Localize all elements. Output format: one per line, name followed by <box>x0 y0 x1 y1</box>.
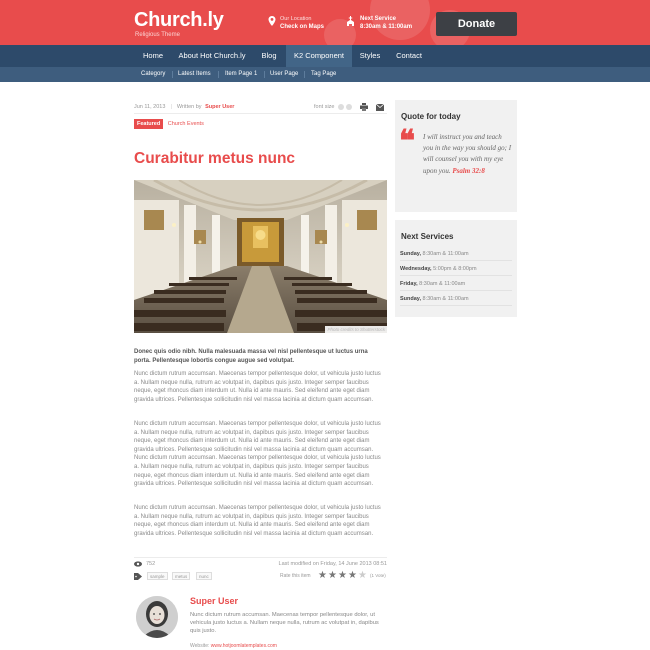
location-label: Our Location <box>280 16 312 22</box>
article-category-link[interactable]: Church Events <box>167 121 204 127</box>
nav-item-home[interactable]: Home <box>142 51 163 60</box>
subnav-divider <box>264 71 265 78</box>
email-icon[interactable] <box>376 104 384 111</box>
written-by-label: Written by <box>176 104 202 110</box>
rating-star-icon[interactable]: ★ <box>338 570 347 581</box>
service-day: Sunday, <box>400 251 421 257</box>
quote-text: I will instruct you and teach you in the way you should go; I will counsel you with my eye upon you. <box>423 133 512 175</box>
location-pin-icon <box>268 16 276 26</box>
nav-item-about[interactable]: About Hot Church.ly <box>178 51 246 60</box>
quote-text-block <box>423 132 513 177</box>
site-tagline: Religious Theme <box>135 32 180 38</box>
service-row <box>400 292 512 306</box>
service-time: 8:30am & 11:00am <box>422 251 469 257</box>
rating-star-icon[interactable]: ★ <box>328 570 337 581</box>
header-texture-decoration <box>0 0 650 45</box>
rate-label: Rate this item <box>280 573 311 579</box>
article-date: Jun 11, 2013 <box>134 104 166 110</box>
view-count: 752 <box>146 561 156 567</box>
article-meta-bar: Jun 11, 2013 | Written by Super User font size <box>134 100 387 114</box>
subnav-divider <box>304 71 305 78</box>
location-link[interactable]: Check on Maps <box>280 24 325 30</box>
subnav-item-item-page[interactable]: Item Page 1 <box>225 71 258 77</box>
nav-item-k2-component[interactable]: K2 Component <box>286 45 352 67</box>
print-icon[interactable] <box>360 103 368 111</box>
quote-reference: Psalm 32:8 <box>452 166 485 175</box>
tag-icon <box>134 573 142 580</box>
service-day: Sunday, <box>400 296 421 302</box>
subnav-item-category[interactable]: Category <box>141 71 166 77</box>
vote-count: (1 Vote) <box>370 573 386 578</box>
service-row <box>400 277 512 291</box>
subnav-item-tag-page[interactable]: Tag Page <box>311 71 337 77</box>
author-website <box>190 643 277 649</box>
article-paragraph-3: Nunc dictum rutrum accumsan. Maecenas tempor pellentesque dolor, ut vehicula justo luctus a. Nullam neque nulla, rutrum ac volutpat in, dapibus quis justo. Integer semper faucibus neque, eget rhoncus diam interdum ut. Nulla id ante mauris. Sed eleifend ante eget diam gravida ultrices. Pellentesque sollicitudin nisl vel massa lacinia at dictum quam accumsan. <box>134 505 381 537</box>
rating-star-icon[interactable]: ★ <box>348 570 357 581</box>
font-size-label: font size <box>314 104 335 110</box>
service-row <box>400 262 512 276</box>
next-service-info <box>360 15 412 31</box>
article-author-link[interactable]: Super User <box>205 104 235 110</box>
rating-star-icon[interactable]: ★ <box>318 570 327 581</box>
website-label: Website: <box>190 643 210 649</box>
rating-star-icon[interactable]: ★ <box>358 570 367 581</box>
article-paragraph-1: Nunc dictum rutrum accumsan. Maecenas tempor pellentesque dolor, ut vehicula justo luctus a. Nullam neque nulla, rutrum ac volutpat in, dapibus quis justo. Integer semper faucibus neque, eget rhoncus diam interdum ut. Nulla id ante mauris. Sed eleifend ante eget diam gravida ultrices. Pellentesque sollicitudin nisl vel massa lacinia at dictum quam accumsan. <box>134 371 381 403</box>
views-eye-icon <box>134 561 142 567</box>
nav-item-blog[interactable]: Blog <box>261 51 277 60</box>
subnav-item-latest-items[interactable]: Latest Items <box>178 71 211 77</box>
main-nav <box>0 45 650 67</box>
service-row <box>400 247 512 261</box>
service-time: 5:00pm & 8:00pm <box>433 266 477 272</box>
tag-chip[interactable]: metus <box>172 572 190 580</box>
article-title: Curabitur metus nunc <box>134 150 296 167</box>
next-services-widget <box>395 220 517 317</box>
featured-badge: Featured <box>134 119 163 129</box>
quote-widget <box>395 100 517 212</box>
nav-item-contact[interactable]: Contact <box>396 51 422 60</box>
tag-chip[interactable]: sample <box>147 572 168 580</box>
subnav-item-user-page[interactable]: User Page <box>270 71 299 77</box>
site-header <box>0 0 650 45</box>
service-day: Wednesday, <box>400 266 432 272</box>
service-time: 8:30am & 11:00am <box>422 296 469 302</box>
article-footer-meta <box>134 558 387 570</box>
next-service-label: Next Service <box>360 16 397 22</box>
photo-caption: Photo credits to Shutterstock <box>327 327 385 332</box>
subnav-divider <box>218 71 219 78</box>
article-paragraph-2: Nunc dictum rutrum accumsan. Maecenas tempor pellentesque dolor, ut vehicula justo luctus a. Nullam neque nulla, rutrum ac volutpat in, dapibus quis justo. Integer semper faucibus neque, eget rhoncus diam interdum ut. Nulla id ante mauris. Sed eleifend ante eget diam gravida ultrices. Pellentesque sollicitudin nisl vel massa lacinia at dictum quam accumsan. Nunc dictum rutrum accumsan. Maecenas tempor pellentesque dolor, ut vehicula justo luctus a. Nullam neque nulla, rutrum ac volutpat in, dapibus quis justo. Integer semper faucibus neque, eget rhoncus diam interdum ut. Nulla id ante mauris. Sed eleifend ante eget diam gravida ultrices. Pellentesque sollicitudin nisl vel massa lacinia at dictum quam accumsan. <box>134 421 381 488</box>
author-name[interactable]: Super User <box>190 596 239 606</box>
tag-chip[interactable]: nunc <box>196 572 212 580</box>
quote-mark-icon: ❝ <box>399 125 416 158</box>
font-decrease-icon[interactable] <box>338 104 344 110</box>
next-services-title: Next Services <box>401 232 454 241</box>
nav-item-styles[interactable]: Styles <box>359 51 381 60</box>
sub-nav <box>0 67 650 82</box>
next-service-time: 8:30am & 11:00am <box>360 24 413 30</box>
last-modified: Last modified on Friday, 14 June 2013 08:51 <box>278 561 387 567</box>
author-website-link[interactable]: www.hotjoomlatemplates.com <box>210 643 277 649</box>
article-lead: Donec quis odio nibh. Nulla malesuada massa vel nisl pellentesque ut luctus urna porta. Pellentesque lobortis congue augue sed volutpat. <box>134 349 368 364</box>
church-icon <box>346 16 355 26</box>
font-increase-icon[interactable] <box>346 104 352 110</box>
author-avatar[interactable] <box>136 596 178 638</box>
subnav-divider <box>172 71 173 78</box>
service-time: 8:30am & 11:00am <box>419 281 466 287</box>
article-category-row <box>134 119 204 129</box>
donate-button[interactable]: Donate <box>436 12 517 36</box>
author-bio: Nunc dictum rutrum accumsan. Maecenas tempor pellentesque dolor, ut vehicula justo luctus a. Nullam neque nulla, rutrum ac volutpat in, dapibus quis justo. <box>190 612 379 635</box>
quote-widget-title: Quote for today <box>401 112 461 121</box>
service-day: Friday, <box>400 281 418 287</box>
site-logo[interactable]: Church.ly <box>134 9 224 31</box>
location-info[interactable] <box>280 15 324 31</box>
church-interior-image <box>134 180 387 333</box>
